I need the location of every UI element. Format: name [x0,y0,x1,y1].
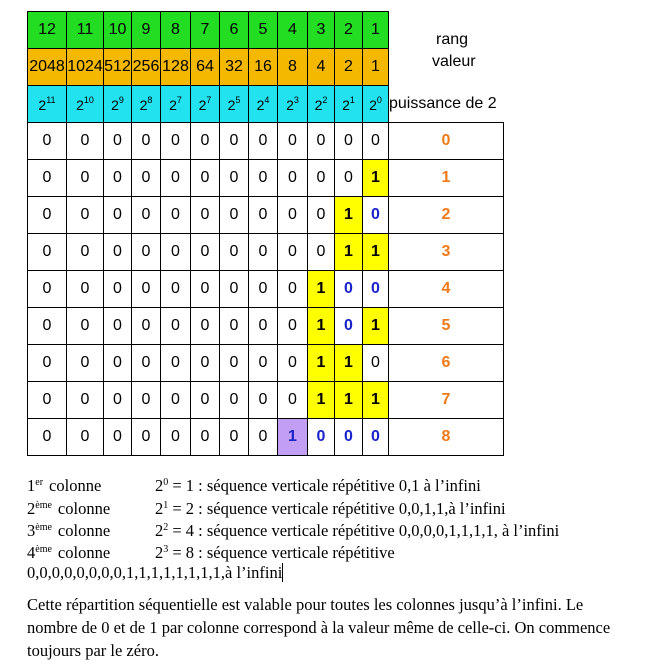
bit-cell: 0 [28,234,67,271]
puissance-cell [308,86,335,123]
bit-cell: 0 [104,345,132,382]
bit-cell: 1 [308,345,335,382]
puissance-cell [67,86,104,123]
binary-row [28,419,504,456]
valeur-cell: 2048 [28,49,67,86]
puissance-cell [161,86,191,123]
decimal-cell: 8 [389,419,504,456]
valeur-cell: 1024 [67,49,104,86]
rang-cell: 2 [335,12,363,49]
bit-cell: 0 [335,308,363,345]
bit-cell: 0 [220,234,249,271]
valeur-cell: 8 [278,49,308,86]
bit-cell: 0 [220,419,249,456]
bit-cell: 0 [335,419,363,456]
bit-cell: 0 [191,271,220,308]
bit-cell: 0 [28,345,67,382]
note-power-base: 2 [155,543,164,562]
note-line [27,543,395,563]
label-rang: rang [436,31,469,48]
power-base: 2 [342,97,350,113]
puissance-cell [104,86,132,123]
bit-cell: 0 [363,123,389,160]
bit-cell: 0 [249,160,278,197]
bit-cell: 0 [220,160,249,197]
note-power-exponent: 2 [163,522,169,533]
power-exponent: 1 [349,95,355,105]
bit-cell: 0 [249,419,278,456]
puissance-cell [278,86,308,123]
note-power-base: 2 [155,476,164,495]
bit-cell: 0 [104,308,132,345]
bit-cell: 0 [132,197,161,234]
bit-cell: 0 [28,197,67,234]
bit-cell: 0 [335,123,363,160]
valeur-cell: 4 [308,49,335,86]
label-puissance: puissance de 2 [389,86,504,123]
bit-cell: 0 [191,308,220,345]
bit-cell: 0 [104,123,132,160]
bit-cell: 0 [67,308,104,345]
note-ordinal: 4 [27,543,36,562]
puissance-cell [220,86,249,123]
note-text: = 8 : séquence verticale répétitive [168,543,395,562]
bit-cell: 1 [363,308,389,345]
note-power-exponent: 0 [163,477,169,488]
bit-cell: 0 [161,123,191,160]
valeur-cell: 128 [161,49,191,86]
rang-cell: 5 [249,12,278,49]
power-exponent: 4 [264,95,270,105]
bit-cell: 0 [308,234,335,271]
power-exponent: 10 [83,95,94,105]
note-power-base: 2 [155,499,164,518]
decimal-cell: 5 [389,308,504,345]
bit-cell: 0 [191,123,220,160]
bit-cell: 0 [249,123,278,160]
note-text: = 4 : séquence verticale répétitive 0,0,0,0,1,1,1,1, à l’infini [168,521,560,540]
note-line [27,521,559,541]
puissance-cell [363,86,389,123]
note-text: = 1 : séquence verticale répétitive 0,1 à l’infini [168,476,481,495]
label-valeur: valeur [432,53,476,70]
bit-cell: 0 [278,382,308,419]
power-base: 2 [227,97,236,113]
bit-cell: 0 [191,382,220,419]
power-base: 2 [169,97,177,113]
bit-cell: 1 [363,234,389,271]
bit-cell: 1 [363,382,389,419]
bit-cell: 0 [132,419,161,456]
note-power-exponent: 3 [163,544,169,555]
bit-cell: 0 [67,419,104,456]
binary-row [28,234,504,271]
bit-cell: 0 [191,160,220,197]
bit-cell: 1 [308,308,335,345]
note-word: colonne [49,476,102,495]
note-ordinal-suffix: er [35,477,44,488]
bit-cell: 0 [308,123,335,160]
rang-cell: 4 [278,12,308,49]
rang-cell: 3 [308,12,335,49]
bit-cell: 0 [191,419,220,456]
bit-cell: 0 [161,345,191,382]
valeur-cell: 64 [191,49,220,86]
power-base: 2 [256,97,265,113]
bit-cell: 0 [28,419,67,456]
bit-cell: 0 [335,160,363,197]
bit-cell: 0 [308,197,335,234]
bit-cell: 0 [161,382,191,419]
power-exponent: 11 [46,95,56,105]
valeur-cell: 2 [335,49,363,86]
valeur-cell: 256 [132,49,161,86]
power-exponent: 7 [206,95,212,105]
decimal-cell: 7 [389,382,504,419]
binary-table [27,11,504,456]
decimal-cell: 2 [389,197,504,234]
bit-cell: 0 [132,271,161,308]
bit-cell: 0 [249,197,278,234]
bit-cell: 0 [191,345,220,382]
bit-cell: 0 [220,382,249,419]
binary-row [28,308,504,345]
bit-cell: 0 [104,197,132,234]
decimal-cell: 4 [389,271,504,308]
bit-cell: 0 [308,160,335,197]
bit-cell: 0 [28,160,67,197]
bit-cell: 0 [67,160,104,197]
binary-row [28,382,504,419]
rang-cell: 9 [132,12,161,49]
bit-cell: 0 [161,308,191,345]
power-exponent: 2 [322,95,328,105]
bit-cell: 0 [363,197,389,234]
rang-cell: 11 [67,12,104,49]
bit-cell: 0 [67,197,104,234]
bit-cell: 0 [278,345,308,382]
bit-cell: 0 [278,234,308,271]
power-base: 2 [38,97,47,113]
bit-cell: 0 [249,382,278,419]
bit-cell: 0 [132,308,161,345]
bit-cell: 0 [249,345,278,382]
bit-cell: 0 [104,382,132,419]
bit-cell: 0 [104,160,132,197]
puissance-cell [249,86,278,123]
note-ordinal-suffix: ème [35,500,52,511]
note-4-continuation: 0,0,0,0,0,0,0,0,1,1,1,1,1,1,1,1,à l’infini [27,563,283,582]
bit-cell: 0 [278,123,308,160]
puissance-cell [28,86,67,123]
note-ordinal-suffix: ème [35,522,52,533]
bit-cell: 0 [278,160,308,197]
bit-cell: 1 [335,382,363,419]
note-column-label [27,499,155,519]
puissance-cell [191,86,220,123]
bit-cell: 0 [220,123,249,160]
bit-cell: 0 [249,271,278,308]
bit-cell: 0 [161,271,191,308]
bit-cell: 0 [104,419,132,456]
bit-cell: 0 [67,234,104,271]
valeur-cell: 32 [220,49,249,86]
valeur-cell: 512 [104,49,132,86]
bit-cell: 0 [28,271,67,308]
note-ordinal-suffix: ème [35,544,52,555]
bit-cell: 0 [132,345,161,382]
note-ordinal: 3 [27,521,36,540]
decimal-cell: 6 [389,345,504,382]
bit-cell: 1 [335,234,363,271]
note-word: colonne [57,543,111,562]
decimal-cell: 0 [389,123,504,160]
rang-cell: 12 [28,12,67,49]
bit-cell: 0 [161,160,191,197]
note-power-base: 2 [155,521,164,540]
bit-cell: 0 [249,308,278,345]
power-base: 2 [111,97,119,113]
bit-cell: 1 [278,419,308,456]
rang-cell: 8 [161,12,191,49]
bit-cell: 0 [363,419,389,456]
decimal-cell: 3 [389,234,504,271]
bit-cell: 0 [308,419,335,456]
bit-cell: 0 [104,234,132,271]
bit-cell: 0 [191,234,220,271]
note-line [27,499,506,519]
note-column-label [27,521,155,541]
note-ordinal: 1 [27,476,36,495]
bit-cell: 1 [335,345,363,382]
bit-cell: 1 [335,197,363,234]
power-exponent: 5 [235,95,241,105]
bit-cell: 0 [363,271,389,308]
bit-cell: 0 [363,345,389,382]
bit-cell: 0 [132,234,161,271]
bit-cell: 0 [278,308,308,345]
note-line [27,476,481,496]
bit-cell: 0 [161,234,191,271]
bit-cell: 0 [220,345,249,382]
power-base: 2 [286,97,294,113]
binary-row [28,197,504,234]
note-word: colonne [57,499,111,518]
note-word: colonne [57,521,111,540]
bit-cell: 0 [278,197,308,234]
bit-cell: 0 [28,382,67,419]
bit-cell: 0 [67,382,104,419]
valeur-cell: 1 [363,49,389,86]
bit-cell: 0 [335,271,363,308]
rang-row [28,12,504,49]
bit-cell: 0 [132,160,161,197]
binary-row [28,271,504,308]
power-base: 2 [139,97,148,113]
power-base: 2 [76,97,84,113]
bit-cell: 0 [161,197,191,234]
puissance-cell [335,86,363,123]
bit-cell: 0 [161,419,191,456]
note-power-exponent: 1 [163,500,169,511]
valeur-cell: 16 [249,49,278,86]
bit-cell: 0 [28,123,67,160]
rang-cell: 10 [104,12,132,49]
bit-cell: 0 [132,123,161,160]
decimal-cell: 1 [389,160,504,197]
note-column-label [27,543,155,563]
power-exponent: 3 [293,95,299,105]
rang-cell: 1 [363,12,389,49]
note-column-label [27,476,155,496]
binary-row [28,123,504,160]
bit-cell: 0 [220,308,249,345]
binary-row [28,160,504,197]
puissance-cell [132,86,161,123]
bit-cell: 1 [308,271,335,308]
power-exponent: 7 [176,95,182,105]
puissance-row [28,86,504,123]
bit-cell: 1 [308,382,335,419]
power-base: 2 [369,97,377,113]
bit-cell: 0 [28,308,67,345]
binary-row [28,345,504,382]
power-base: 2 [314,97,323,113]
power-exponent: 0 [376,95,382,105]
bit-cell: 1 [363,160,389,197]
bit-cell: 0 [191,197,220,234]
note-ordinal: 2 [27,499,36,518]
bit-cell: 0 [220,271,249,308]
rang-cell: 6 [220,12,249,49]
bit-cell: 0 [104,271,132,308]
power-exponent: 8 [147,95,153,105]
bit-cell: 0 [220,197,249,234]
power-exponent: 9 [118,95,124,105]
bit-cell: 0 [132,382,161,419]
bit-cell: 0 [249,234,278,271]
rang-cell: 7 [191,12,220,49]
explanation-paragraph: Cette répartition séquentielle est valable pour toutes les colonnes jusqu’à l’infini. Le nombre de 0 et de 1 par colonne correspond à la valeur même de celle-ci. On commence toujours par le zéro. [27,595,611,660]
bit-cell: 0 [67,345,104,382]
power-base: 2 [198,97,207,113]
note-text: = 2 : séquence verticale répétitive 0,0,1,1,à l’infini [168,499,506,518]
bit-cell: 0 [67,123,104,160]
bit-cell: 0 [67,271,104,308]
bit-cell: 0 [278,271,308,308]
